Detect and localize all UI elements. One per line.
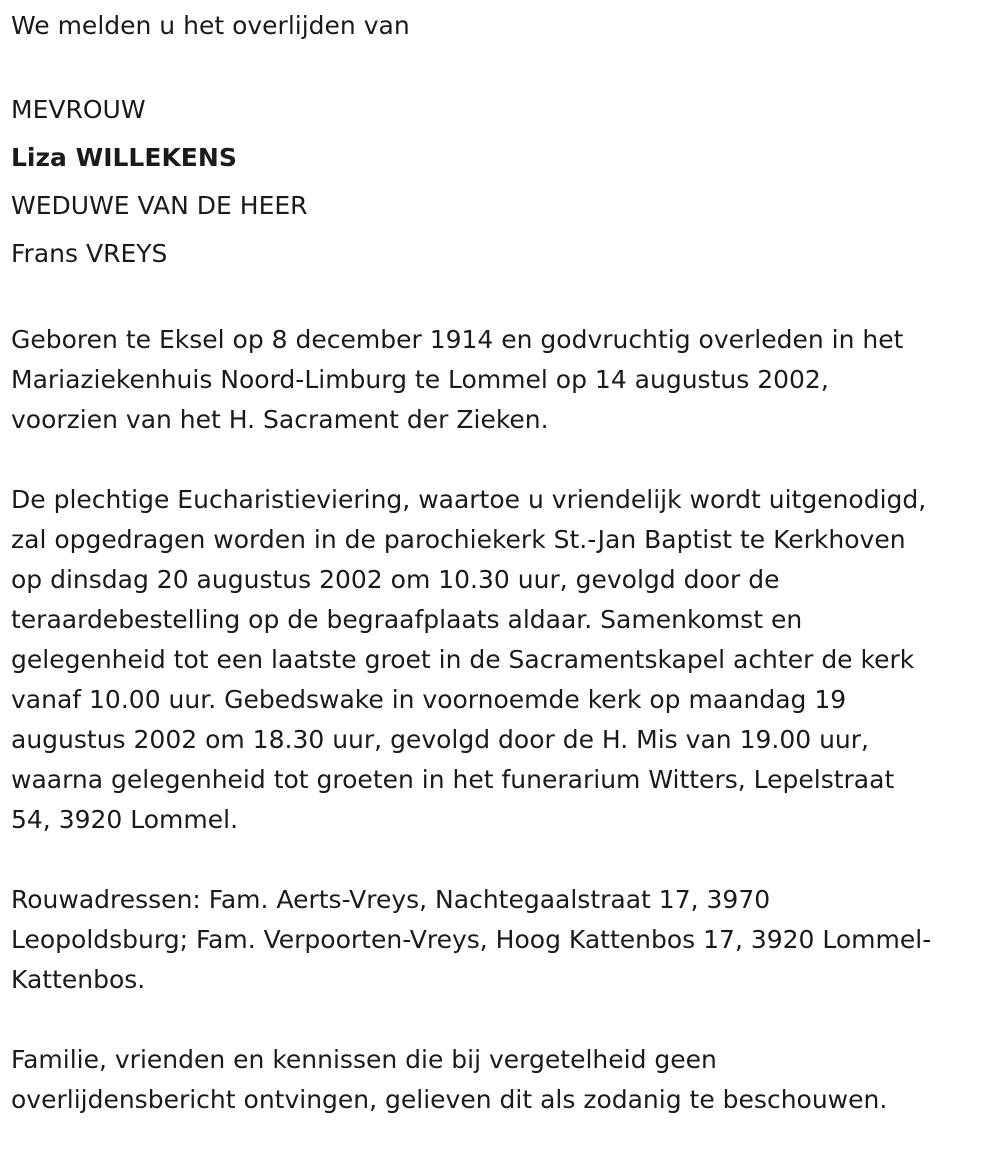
paragraph-line: teraardebestelling op de begraafplaats aldaar. Samenkomst en <box>11 605 803 634</box>
paragraph-line: waarna gelegenheid tot groeten in het funerarium Witters, Lepelstraat <box>11 765 895 794</box>
paragraph-line: Kattenbos. <box>11 965 146 994</box>
paragraph-line: 54, 3920 Lommel. <box>11 805 239 834</box>
birth-paragraph <box>11 320 991 440</box>
paragraph-line: Geboren te Eksel op 8 december 1914 en godvruchtig overleden in het <box>11 325 904 354</box>
obituary-notice <box>11 6 991 1160</box>
paragraph-line: Leopoldsburg; Fam. Verpoorten-Vreys, Hoog Kattenbos 17, 3920 Lommel- <box>11 925 932 954</box>
paragraph-line: overlijdensbericht ontvingen, gelieven dit als zodanig te beschouwen. <box>11 1085 888 1114</box>
paragraph-line: Familie, vrienden en kennissen die bij vergetelheid geen <box>11 1045 717 1074</box>
paragraph-line: Rouwadressen: Fam. Aerts-Vreys, Nachtegaalstraat 17, 3970 <box>11 885 771 914</box>
deceased-name: Liza WILLEKENS <box>11 143 237 172</box>
widow-line: WEDUWE VAN DE HEER <box>11 191 308 220</box>
paragraph-line: gelegenheid tot een laatste groet in de Sacramentskapel achter de kerk <box>11 645 915 674</box>
paragraph-line: vanaf 10.00 uur. Gebedswake in voornoemde kerk op maandag 19 <box>11 685 847 714</box>
spouse-name: Frans VREYS <box>11 239 168 268</box>
paragraph-line: De plechtige Eucharistieviering, waartoe u vriendelijk wordt uitgenodigd, <box>11 485 927 514</box>
closing-paragraph <box>11 1040 991 1120</box>
paragraph-line: zal opgedragen worden in de parochiekerk St.-Jan Baptist te Kerkhoven <box>11 525 906 554</box>
deceased-header <box>11 86 991 278</box>
paragraph-line: Mariaziekenhuis Noord-Limburg te Lommel op 14 augustus 2002, <box>11 365 829 394</box>
paragraph-line: op dinsdag 20 augustus 2002 om 10.30 uur, gevolgd door de <box>11 565 780 594</box>
honorific-title: MEVROUW <box>11 95 146 124</box>
paragraph-line: augustus 2002 om 18.30 uur, gevolgd door de H. Mis van 19.00 uur, <box>11 725 869 754</box>
ceremony-paragraph <box>11 480 991 840</box>
address-paragraph <box>11 880 991 1000</box>
intro-line: We melden u het overlijden van <box>11 11 410 40</box>
paragraph-line: voorzien van het H. Sacrament der Zieken. <box>11 405 549 434</box>
